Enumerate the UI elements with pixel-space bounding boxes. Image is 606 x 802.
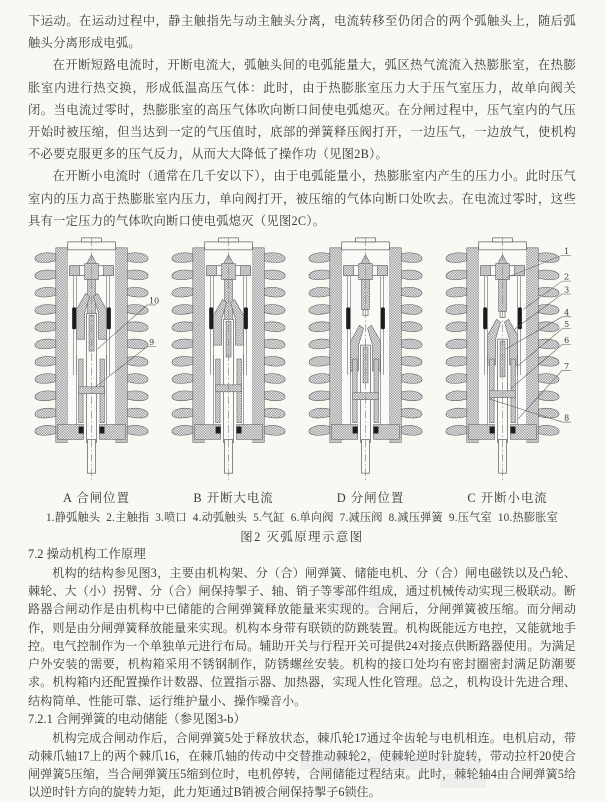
figure-2	[28, 237, 576, 545]
breaker-cross-section-diagram-C	[439, 237, 576, 487]
paragraph-large-current-interruption: 在开断短路电流时，开断电流大，弧触头间的电弧能量大，弧区热气流流入热膨胀室，在热膨胀室内进行热交换，形成低温高压气体：此时，由于热膨胀室压力大于压气室压力，故单向阀关闭。当电流过零时，热膨胀室的高压气体吹向断口间使电弧熄灭。在分闸过程中，压气室内的气压开始时被压缩，但当达到一定的气压值时，底部的弹簧释压阀打开，一边压气，一边放气，使机构不必要克服更多的压气反力，从而大大降低了操作功（见图2B）。	[28, 58, 576, 162]
svg-text:1: 1	[564, 246, 570, 256]
svg-text:10: 10	[149, 296, 160, 306]
section-heading-7-2-1: 7.2.1 合闸弹簧的电动储能（参见图3-b）	[28, 712, 246, 726]
diagram-caption-a: A 合闸位置	[63, 491, 130, 506]
svg-text:9: 9	[149, 338, 155, 348]
section-body-7-2: 机构的结构参见图3，主要由机构架、分（合）闸弹簧、储能电机、分（合）闸电磁铁以及凸轮、棘轮、大（小）拐臂、分（合）闸保持掣子、轴、销子等零部件组成，通过机械传动实现三极联动。断路器合闸动作是由机构中已储能的合闸弹簧释放能量来实现的。合闸后，分闸弹簧被压缩。而分闸动作，则是由分闸弹簧释放能量来实现。机构本身带有联锁的防跳装置。机构既能远方电控，又能就地手控。电气控制作为一个单独单元进行布局。辅助开关与行程开关可提供24对接点供断路器使用。为满足户外安装的需要，机构箱采用不锈钢制作，防锈螺丝安装。机构的接口处均有密封圈密封满足防潮要求。机构箱内还配置操作计数器、位置指示器、加热器，实现人性化管理。总之，机构设计先进合理、结构简单、性能可靠、运行维护量小、操作噪音小。	[28, 565, 576, 708]
svg-text:5: 5	[564, 320, 570, 330]
paragraph-small-current-interruption: 在开断小电流时（通常在几千安以下），由于电弧能量小，热膨胀室内产生的压力小。此时压气室内的压力高于热膨胀室内压力，单向阀打开，被压缩的气体向断口处吹去。在电流过零时，这些具有一定压力的气体吹向断口使电弧熄灭（见图2C）。	[28, 169, 576, 228]
section-body-7-2-1: 机构完成合闸动作后，合闸弹簧5处于释放状态，棘爪轮17通过伞齿轮与电机相连。电机启动，带动棘爪轴17上的两个棘爪16，在棘爪轴的传动中交替推动棘轮2，使棘轮逆时针旋转，带动拉杆20使合闸弹簧5压缩，当合闸弹簧压5缩到位时，电机停转，合闸储能过程结束。此时，棘轮轴4由合闸弹簧5给以逆时针方向的旋转力矩，此力矩通过B销被合闸保持掣子6锁住。	[28, 730, 576, 800]
svg-text:2: 2	[564, 272, 570, 282]
diagram-caption-b: B 开断大电流	[193, 491, 274, 506]
svg-text:7: 7	[564, 361, 570, 371]
svg-text:6: 6	[564, 336, 570, 346]
svg-text:3: 3	[564, 285, 570, 295]
figure-title: 图2 灭弧原理示意图	[240, 530, 364, 545]
diagram-caption-d: D 分闸位置	[336, 491, 405, 506]
paragraph-continuation: 下运动。在运动过程中，静主触指先与动主触头分离，电流转移至仍闭合的两个弧触头上，随后弧触头分离形成电弧。	[28, 14, 576, 51]
svg-text:4: 4	[564, 308, 570, 318]
breaker-cross-section-diagram-A	[28, 237, 165, 487]
figure-parts-list: 1.静弧触头 2.主触指 3.喷口 4.动弧触头 5.气缸 6.单向阀 7.减压阀 8.减压弹簧 9.压气室 10.热膨胀室	[45, 512, 559, 525]
section-heading-7-2: 7.2 操动机构工作原理	[28, 547, 146, 562]
svg-text:8: 8	[564, 413, 570, 423]
diagram-caption-c: C 开断小电流	[467, 491, 548, 506]
breaker-cross-section-diagram-B	[165, 237, 302, 487]
figure-caption-row	[28, 488, 576, 506]
breaker-cross-section-diagram-D	[302, 237, 439, 487]
figure-diagrams	[28, 237, 576, 487]
